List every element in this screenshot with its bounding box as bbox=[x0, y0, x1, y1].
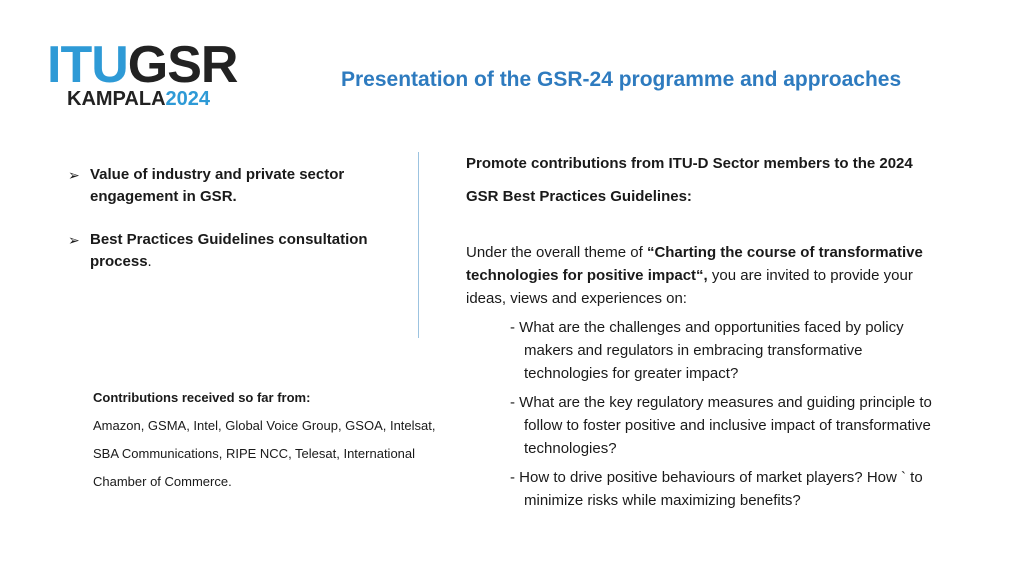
question-item: - What are the key regulatory measures and guiding principle to follow to foster positive and inclusive impact of transformative technologies? bbox=[510, 394, 932, 457]
logo-city: KAMPALA bbox=[67, 88, 166, 110]
arrow-bullet-icon: ➢ bbox=[68, 167, 80, 183]
theme-name: “Charting the course of transformative technologies for positive impact“, bbox=[466, 244, 923, 284]
logo-gsr: GSR bbox=[127, 36, 238, 94]
promote-line: GSR Best Practices Guidelines: bbox=[466, 188, 692, 205]
contributions-line: Amazon, GSMA, Intel, Global Voice Group, GSOA, Intelsat, bbox=[93, 418, 436, 433]
bullet-item bbox=[68, 164, 388, 208]
bullet-text-rest: . bbox=[147, 253, 152, 270]
bullet-item bbox=[68, 229, 388, 273]
guidelines-panel bbox=[466, 152, 956, 512]
question-item: - What are the challenges and opportunities faced by policy makers and regulators in embracing transformative technologies for greater impact? bbox=[510, 319, 904, 382]
contributions-heading: Contributions received so far from: bbox=[93, 390, 311, 405]
promote-heading bbox=[466, 152, 956, 208]
slide-title: Presentation of the GSR-24 programme and approaches bbox=[341, 68, 902, 91]
theme-invite: you are invited to provide your ideas, views and experiences on: bbox=[466, 267, 913, 307]
contributions-block bbox=[93, 384, 473, 496]
itu-gsr-logo bbox=[47, 36, 238, 110]
contributions-line: Chamber of Commerce. bbox=[93, 474, 232, 489]
logo-wordmark bbox=[47, 36, 238, 94]
bullet-list bbox=[68, 164, 388, 294]
vertical-divider bbox=[418, 152, 419, 338]
bullet-text: Best Practices Guidelines consultation process bbox=[90, 231, 368, 270]
theme-intro: Under the overall theme of bbox=[466, 244, 647, 261]
logo-year: 2024 bbox=[165, 88, 211, 110]
question-item: - How to drive positive behaviours of market players? How ` to minimize risks while maximizing benefits? bbox=[510, 469, 923, 509]
bullet-text: Value of industry and private sector engagement in GSR. bbox=[90, 166, 345, 205]
promote-line: Promote contributions from ITU-D Sector members to the 2024 bbox=[466, 155, 913, 172]
contributions-line: SBA Communications, RIPE NCC, Telesat, International bbox=[93, 446, 416, 461]
theme-paragraph bbox=[466, 241, 956, 310]
logo-itu: ITU bbox=[47, 36, 128, 94]
arrow-bullet-icon: ➢ bbox=[68, 232, 80, 248]
